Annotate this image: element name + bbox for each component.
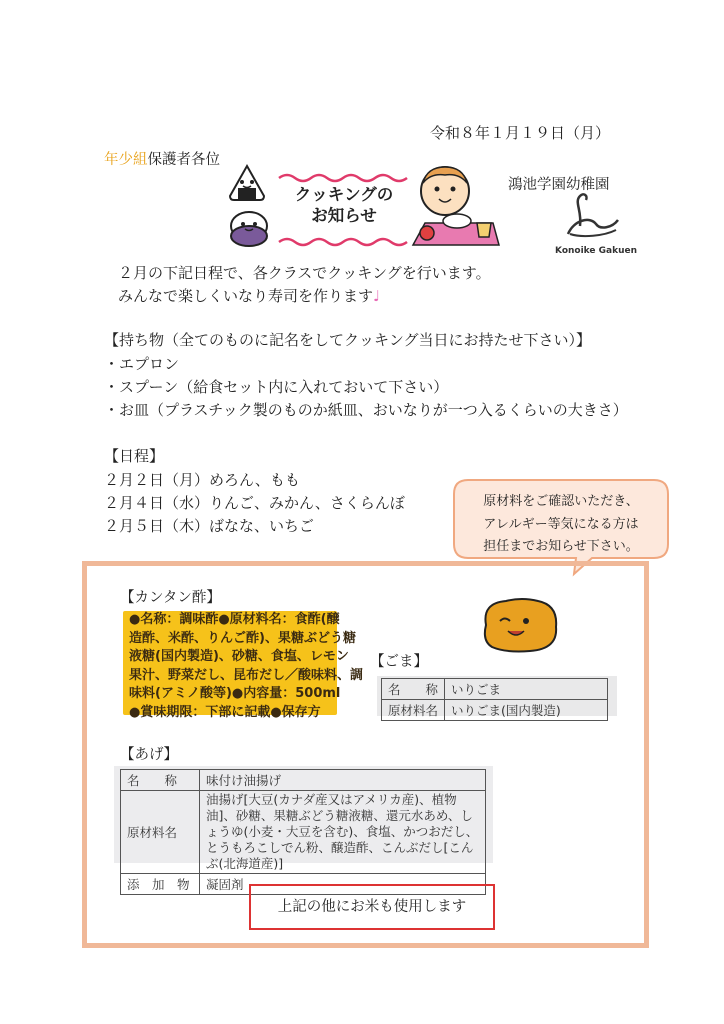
schedule-row: ２月５日（木）ばなな、いちご <box>104 517 315 535</box>
inari-sushi-character-icon <box>478 595 562 655</box>
item-plate: ・お皿（プラスチック製のものか紙皿、おいなりが一つ入るくらいの大きさ） <box>104 401 628 419</box>
onigiri-character-icon <box>226 162 268 204</box>
sesame-label: 【ごま】 <box>370 654 428 670</box>
sesame-key: 原材料名 <box>382 700 445 721</box>
vinegar-line: 造酢、米酢、りんご酢)、果糖ぶどう糖 <box>129 630 356 646</box>
sesame-key: 名 称 <box>382 679 445 700</box>
vinegar-line: ●賞味期限：下部に記載●保存方 <box>129 704 321 720</box>
school-logo <box>560 190 622 242</box>
logo-text: Konoike Gakuen <box>555 246 638 256</box>
vinegar-line: ●名称：調味酢●原材料名：食酢(醸 <box>129 612 340 627</box>
class-name: 年少組 <box>104 152 148 168</box>
intro-line-2 <box>118 285 380 307</box>
addressee-rest: 保護者各位 <box>147 152 220 168</box>
tofu-value: 味付け油揚げ <box>200 770 486 791</box>
sesame-value: いりごま(国内製造) <box>445 700 608 721</box>
allergy-note <box>460 491 662 559</box>
title-line-1: クッキングの <box>294 185 394 204</box>
vinegar-line: 液糖(国内製造)、砂糖、食塩、レモン <box>129 649 349 664</box>
rice-callout: 上記の他にお米も使用します <box>249 884 495 930</box>
rice-ball-character-icon <box>225 206 273 250</box>
intro-line-1: ２月の下記日程で、各クラスでクッキングを行います。 <box>118 264 491 282</box>
allergy-note-line: 原材料をご確認いただき、 <box>483 494 639 509</box>
date: 令和８年１月１９日（月） <box>430 124 611 142</box>
vinegar-label: 【カンタン酢】 <box>120 590 221 606</box>
item-apron: ・エプロン <box>104 355 180 373</box>
schedule-row: ２月２日（月）めろん、もも <box>104 471 300 489</box>
notice-title <box>280 184 408 226</box>
items-heading: 【持ち物（全てのものに記名をしてクッキング当日にお持たせ下さい）】 <box>104 331 592 349</box>
tofu-key: 原材料名 <box>121 791 200 874</box>
child-eating-illustration <box>405 163 500 253</box>
fried-tofu-ingredient-photo <box>114 766 493 892</box>
vinegar-line: 味料(アミノ酸等)●内容量：500ml <box>129 686 341 701</box>
allergy-note-line: アレルギー等気になる方は <box>483 516 639 532</box>
vinegar-ingredient-photo <box>123 611 364 720</box>
item-spoon: ・スプーン（給食セット内に入れておいて下さい） <box>104 378 449 396</box>
schedule-heading: 【日程】 <box>104 447 165 465</box>
schedule-row: ２月４日（水）りんご、みかん、さくらんぼ <box>104 494 405 512</box>
allergy-note-line: 担任までお知らせ下さい。 <box>483 539 639 554</box>
tofu-key: 添 加 物 <box>121 874 200 895</box>
sesame-value: いりごま <box>445 679 608 700</box>
intro-line-2-text: みんなで楽しくいなり寿司を作ります <box>118 287 374 305</box>
tofu-value: 凝固剤 <box>200 874 486 895</box>
school-name: 鴻池学園幼稚園 <box>508 177 610 193</box>
music-note-icon: ♩ <box>373 287 381 305</box>
title-line-2: お知らせ <box>311 206 377 225</box>
tofu-value: 油揚げ[大豆(カナダ産又はアメリカ産)、植物油]、砂糖、果糖ぶどう糖液糖、還元水あめ、しょうゆ(小麦・大豆を含む)、食塩、かつおだし、とうもろこしでん粉、醸造酢、こんぶだし[こんぶ(北海道産)] <box>200 791 486 874</box>
sesame-ingredient-photo <box>377 676 617 716</box>
tofu-key: 名 称 <box>121 770 200 791</box>
fried-tofu-label: 【あげ】 <box>120 747 178 763</box>
addressee <box>104 148 220 169</box>
vinegar-line: 果汁、野菜だし、昆布だし／酸味料、調 <box>129 667 364 683</box>
